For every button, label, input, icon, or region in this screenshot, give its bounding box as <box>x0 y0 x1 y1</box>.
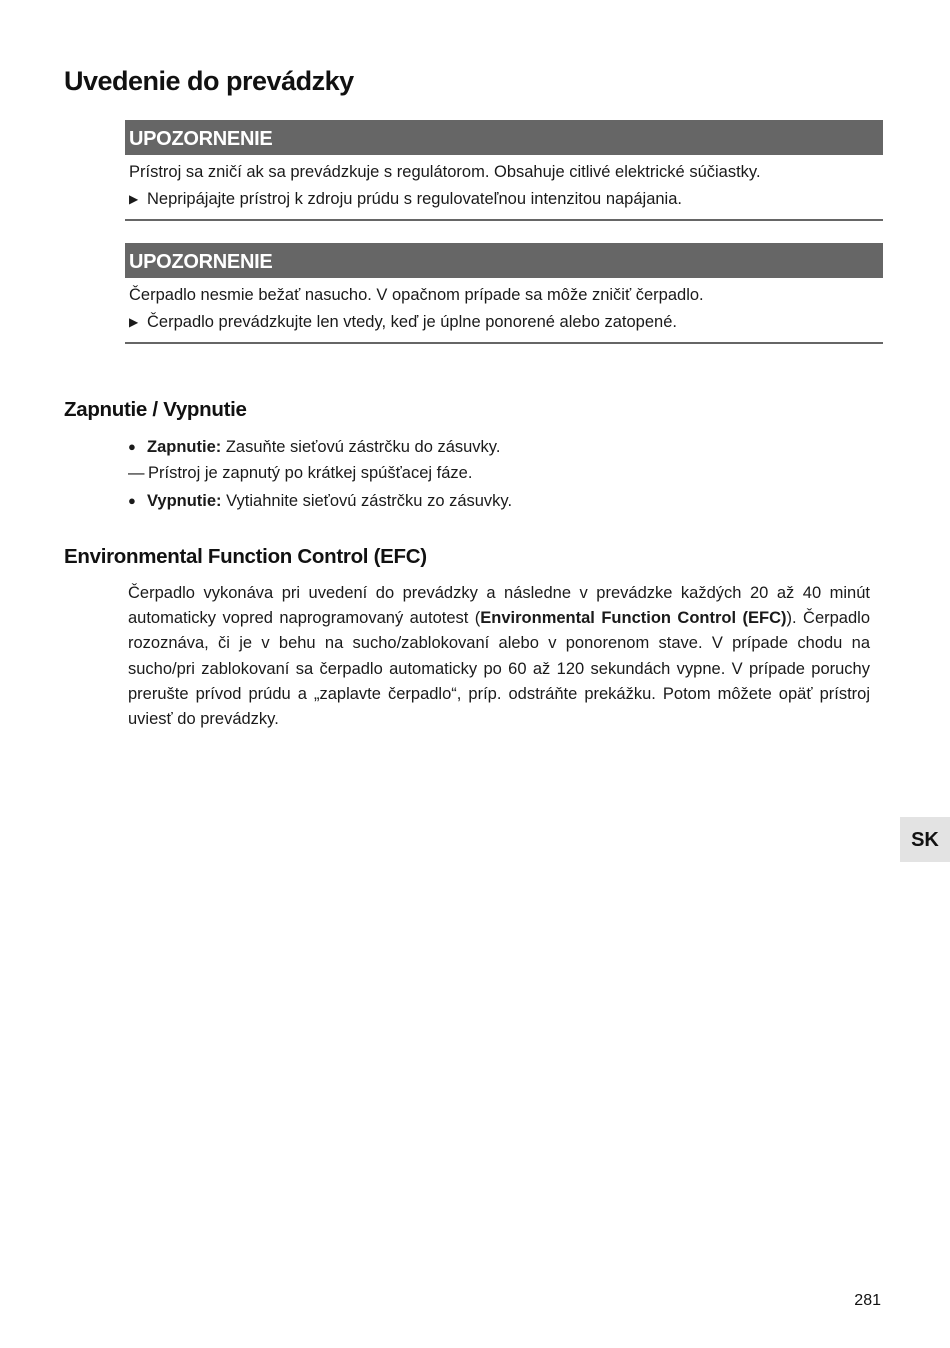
warning-notice-regulator <box>125 120 883 221</box>
language-tab: SK <box>900 817 950 862</box>
efc-paragraph <box>128 581 870 732</box>
list-item-on <box>128 434 868 460</box>
notice-text: Čerpadlo nesmie bežať nasucho. V opačnom prípade sa môže zničiť čerpadlo. <box>129 286 704 304</box>
off-text: Vytiahnite sieťovú zástrčku zo zásuvky. <box>221 492 513 510</box>
efc-text-bold: Environmental Function Control (EFC) <box>480 609 787 628</box>
section-heading-efc: Environmental Function Control (EFC) <box>64 545 427 568</box>
bullet-icon: ● <box>128 439 136 454</box>
dash-icon: — <box>128 464 145 482</box>
efc-text-before: Čerpadlo vykonáva pri uvedení do prevádzky a následne v prevádzke každých 20 až 40 minút automaticky vopred naprogramovaný autotest ( <box>128 584 870 628</box>
on-label: Zapnutie: <box>147 438 222 456</box>
page-number: 281 <box>854 1292 881 1309</box>
list-item-off <box>128 488 868 514</box>
arrow-right-icon: ▶ <box>129 192 139 206</box>
notice-text: Prístroj sa zničí ak sa prevádzkuje s regulátorom. Obsahuje citlivé elektrické súčiastky. <box>129 163 761 181</box>
switching-list <box>128 434 868 514</box>
notice-header: UPOZORNENIE <box>125 120 883 155</box>
arrow-right-icon: ▶ <box>129 315 139 329</box>
page-title: Uvedenie do prevádzky <box>64 66 354 96</box>
warning-notice-dry-run <box>125 243 883 344</box>
list-item-text <box>147 488 512 514</box>
on-result-text: Prístroj je zapnutý po krátkej spúšťacej fáze. <box>148 464 473 482</box>
efc-text-after: ). Čerpadlo rozoznáva, či je v behu na sucho/zablokovaní alebo v ponorenom stave. V prípade chodu na sucho/pri zablokovaní sa čerpadlo automaticky po 60 až 120 sekundách vypne. V prípade poruchy prerušte prívod prúdu a „zaplavte čerpadlo“, príp. odstráňte prekážku. Potom môžete opäť prístroj uviesť do prevádzky. <box>128 609 870 729</box>
off-label: Vypnutie: <box>147 492 222 510</box>
notice-action <box>125 309 883 336</box>
notice-action-text: Nepripájajte prístroj k zdroju prúdu s regulovateľnou intenzitou napájania. <box>147 190 682 208</box>
notice-header: UPOZORNENIE <box>125 243 883 278</box>
notice-action-text: Čerpadlo prevádzkujte len vtedy, keď je úplne ponorené alebo zatopené. <box>147 313 677 331</box>
list-subitem-result <box>128 460 868 486</box>
notice-action <box>125 186 883 213</box>
section-heading-switching: Zapnutie / Vypnutie <box>64 398 247 421</box>
bullet-icon: ● <box>128 493 136 508</box>
on-text: Zasuňte sieťovú zástrčku do zásuvky. <box>221 438 501 456</box>
list-item-text <box>147 434 500 460</box>
